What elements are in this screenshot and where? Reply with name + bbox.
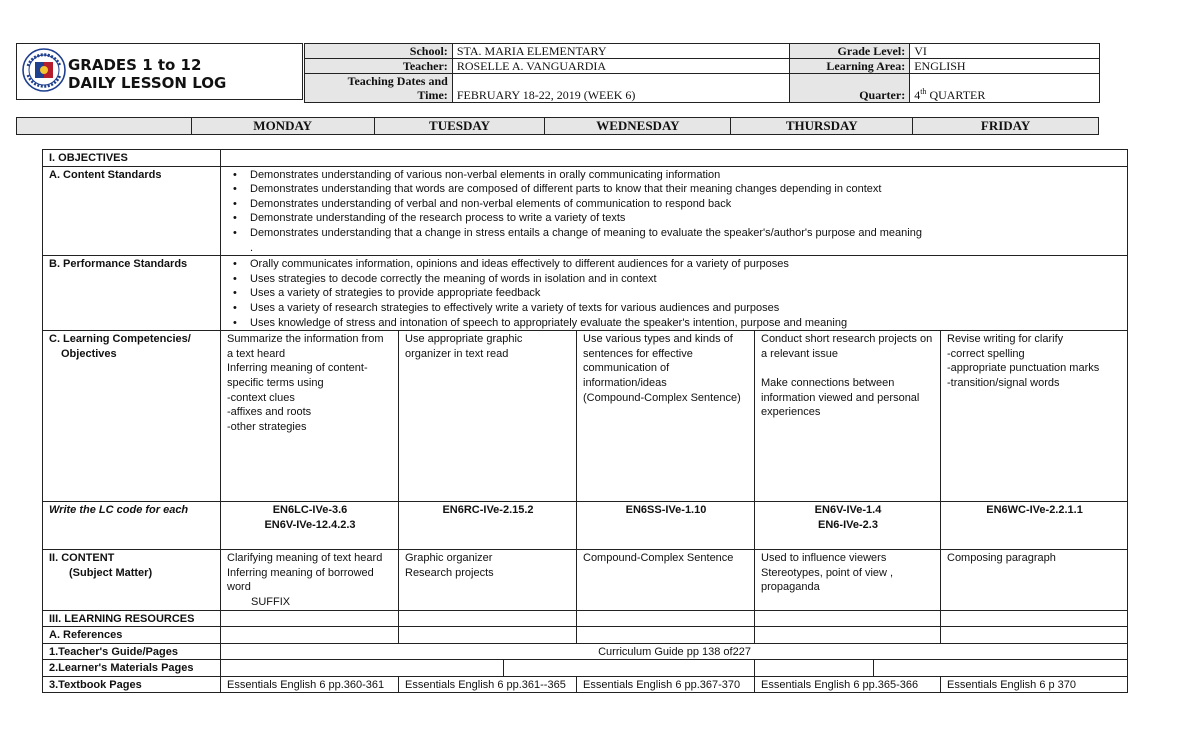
grade-level-value: VI xyxy=(910,44,1100,59)
list-item: Summarize the information from xyxy=(227,333,384,346)
list-item: • Uses a variety of research strategies to effectively write a variety of texts for various audiences and purposes xyxy=(227,301,1122,316)
lc-code-monday xyxy=(221,502,399,550)
lc-code-tuesday xyxy=(399,502,577,550)
competencies-monday xyxy=(221,331,399,502)
list-item: Clarifying meaning of text heard xyxy=(227,552,383,565)
lesson-log-table xyxy=(42,149,1128,693)
teaching-dates-value: FEBRUARY 18-22, 2019 (WEEK 6) xyxy=(452,74,790,103)
lc-code: EN6LC-IVe-3.6 xyxy=(272,504,348,517)
list-item: Make connections between xyxy=(761,376,895,389)
content-standards-cell xyxy=(221,166,1128,256)
learning-resources-row xyxy=(43,610,1128,627)
textbook-tuesday: Essentials English 6 pp.361--365 xyxy=(399,676,577,693)
list-item: propaganda xyxy=(761,581,820,594)
list-item: experiences xyxy=(761,406,821,419)
list-item: Compound-Complex Sentence xyxy=(583,552,734,565)
textbook-label: 3.Textbook Pages xyxy=(43,676,221,693)
page-title xyxy=(68,56,226,92)
list-item: a text heard xyxy=(227,347,286,360)
teaching-dates-label xyxy=(305,74,453,103)
list-item: communication of xyxy=(583,362,670,375)
list-item: Use various types and kinds of xyxy=(583,333,733,346)
school-value: STA. MARIA ELEMENTARY xyxy=(452,44,790,59)
content-standards-row xyxy=(43,166,1128,256)
title-line-2: DAILY LESSON LOG xyxy=(68,74,227,92)
list-item: Use appropriate graphic xyxy=(405,333,523,346)
day-friday: FRIDAY xyxy=(913,118,1099,135)
lc-code: EN6SS-IVe-1.10 xyxy=(625,504,707,517)
list-item: Stereotypes, point of view , xyxy=(761,566,894,579)
lc-code: EN6V-IVe-1.4 xyxy=(814,504,882,517)
quarter-word: QUARTER xyxy=(926,88,986,102)
teachers-guide-value: Curriculum Guide pp 138 of227 xyxy=(221,643,1128,660)
list-item: • Uses strategies to decode correctly the meaning of words in isolation and in context xyxy=(227,272,1122,287)
competencies-thursday xyxy=(755,331,941,502)
content-friday xyxy=(941,550,1128,610)
teaching-dates-label-2: Time: xyxy=(417,88,448,102)
lc-code-friday xyxy=(941,502,1128,550)
learning-area-value: ENGLISH xyxy=(910,59,1100,74)
objectives-cell xyxy=(221,150,1128,167)
school-label: School: xyxy=(305,44,453,59)
content-label-1: II. CONTENT xyxy=(49,552,115,565)
content-row xyxy=(43,550,1128,610)
objectives-row xyxy=(43,150,1128,167)
teachers-guide-label: 1.Teacher's Guide/Pages xyxy=(43,643,221,660)
references-row xyxy=(43,627,1128,644)
weekday-header xyxy=(16,117,1099,135)
list-item: • Uses a variety of strategies to provide appropriate feedback xyxy=(227,286,1122,301)
list-item: (Compound-Complex Sentence) xyxy=(583,391,741,404)
lc-code-label: Write the LC code for each xyxy=(43,502,221,550)
content-standards-list xyxy=(227,168,1122,241)
list-item: • Orally communicates information, opinions and ideas effectively to different audiences for a variety of purposes xyxy=(227,257,1122,272)
list-item: -appropriate punctuation marks xyxy=(947,362,1100,375)
list-item: word xyxy=(227,581,251,594)
competencies-friday xyxy=(941,331,1128,502)
list-item: Composing paragraph xyxy=(947,552,1056,565)
day-monday: MONDAY xyxy=(191,118,374,135)
list-item: sentences for effective xyxy=(583,347,693,360)
content-label xyxy=(43,550,221,610)
competencies-wednesday xyxy=(577,331,755,502)
performance-standards-cell xyxy=(221,256,1128,331)
competencies-label xyxy=(43,331,221,502)
day-thursday: THURSDAY xyxy=(731,118,913,135)
lc-code-thursday xyxy=(755,502,941,550)
content-monday xyxy=(221,550,399,610)
list-item: • Uses knowledge of stress and intonation of speech to appropriately evaluate the speaker's intention, purpose and meaning xyxy=(227,316,1122,331)
lc-code-row xyxy=(43,502,1128,550)
list-item: information/ideas xyxy=(583,376,667,389)
dates-row xyxy=(305,74,1100,103)
list-item: Conduct short research projects on xyxy=(761,333,933,346)
list-item: -correct spelling xyxy=(947,347,1025,360)
textbook-friday: Essentials English 6 p 370 xyxy=(941,676,1128,693)
quarter-label: Quarter: xyxy=(790,74,910,103)
list-item: Research projects xyxy=(405,566,494,579)
teaching-dates-label-1: Teaching Dates and xyxy=(347,74,448,88)
quarter-value xyxy=(910,74,1100,103)
header-info-table xyxy=(304,43,1100,103)
list-item: • Demonstrates understanding that a change in stress entails a change of meaning to evaluate the speaker's/author's purpose and meaning xyxy=(227,226,1122,241)
list-item: Inferring meaning of content- xyxy=(227,362,368,375)
title-line-1: GRADES 1 to 12 xyxy=(68,56,202,74)
list-item: specific terms using xyxy=(227,376,324,389)
performance-standards-row xyxy=(43,256,1128,331)
competencies-label-1: C. Learning Competencies/ xyxy=(49,333,191,346)
competencies-tuesday xyxy=(399,331,577,502)
weekday-header-blank xyxy=(17,118,192,135)
list-item: -other strategies xyxy=(227,420,307,433)
textbook-thursday: Essentials English 6 pp.365-366 xyxy=(755,676,941,693)
list-item: information viewed and personal xyxy=(761,391,920,404)
lc-code: EN6RC-IVe-2.15.2 xyxy=(442,504,534,517)
references-label: A. References xyxy=(43,627,221,644)
textbook-monday: Essentials English 6 pp.360-361 xyxy=(221,676,399,693)
competencies-row xyxy=(43,331,1128,502)
objectives-label: I. OBJECTIVES xyxy=(43,150,221,167)
teacher-value: ROSELLE A. VANGUARDIA xyxy=(452,59,790,74)
list-item: a relevant issue xyxy=(761,347,839,360)
learners-materials-row xyxy=(43,660,1128,677)
quarter-suffix: th xyxy=(920,87,927,96)
list-item: • Demonstrates understanding of verbal and non-verbal elements of communication to respond back xyxy=(227,197,1122,212)
lc-code-wednesday xyxy=(577,502,755,550)
textbook-row xyxy=(43,676,1128,693)
content-tuesday xyxy=(399,550,577,610)
content-wednesday xyxy=(577,550,755,610)
list-item: -affixes and roots xyxy=(227,406,312,419)
content-thursday xyxy=(755,550,941,610)
list-item: Revise writing for clarify xyxy=(947,333,1064,346)
grade-level-label: Grade Level: xyxy=(790,44,910,59)
content-standards-label: A. Content Standards xyxy=(43,166,221,256)
list-item xyxy=(761,361,935,376)
list-item: Used to influence viewers xyxy=(761,552,887,565)
quarter-number: 4 xyxy=(914,88,921,102)
content-monday-suffix: SUFFIX xyxy=(251,595,291,608)
performance-standards-label: B. Performance Standards xyxy=(43,256,221,331)
list-item: • Demonstrates understanding of various non-verbal elements in orally communicating information xyxy=(227,168,1122,183)
list-item: • Demonstrate understanding of the research process to write a variety of texts xyxy=(227,211,1122,226)
list-item: -context clues xyxy=(227,391,295,404)
lc-code: EN6-IVe-2.3 xyxy=(818,518,878,531)
teacher-row xyxy=(305,59,1100,74)
list-item: -transition/signal words xyxy=(947,376,1060,389)
lc-code: EN6WC-IVe-2.2.1.1 xyxy=(986,504,1083,517)
teacher-label: Teacher: xyxy=(305,59,453,74)
content-label-2: (Subject Matter) xyxy=(69,566,153,579)
deped-seal-logo xyxy=(22,48,66,92)
learning-area-label: Learning Area: xyxy=(790,59,910,74)
list-item: • Demonstrates understanding that words are composed of different parts to know that their meaning changes depending in context xyxy=(227,182,1122,197)
day-tuesday: TUESDAY xyxy=(374,118,545,135)
list-item: organizer in text read xyxy=(405,347,509,360)
learning-resources-label: III. LEARNING RESOURCES xyxy=(43,610,221,627)
performance-standards-list xyxy=(227,257,1122,330)
textbook-wednesday: Essentials English 6 pp.367-370 xyxy=(577,676,755,693)
learners-materials-label: 2.Learner's Materials Pages xyxy=(43,660,221,677)
competencies-label-2: Objectives xyxy=(61,347,117,360)
teachers-guide-row xyxy=(43,643,1128,660)
school-row xyxy=(305,44,1100,59)
day-wednesday: WEDNESDAY xyxy=(545,118,731,135)
list-item: Graphic organizer xyxy=(405,552,493,565)
content-standards-trail: . xyxy=(250,241,254,254)
lc-code: EN6V-IVe-12.4.2.3 xyxy=(264,518,356,531)
list-item: Inferring meaning of borrowed xyxy=(227,566,374,579)
